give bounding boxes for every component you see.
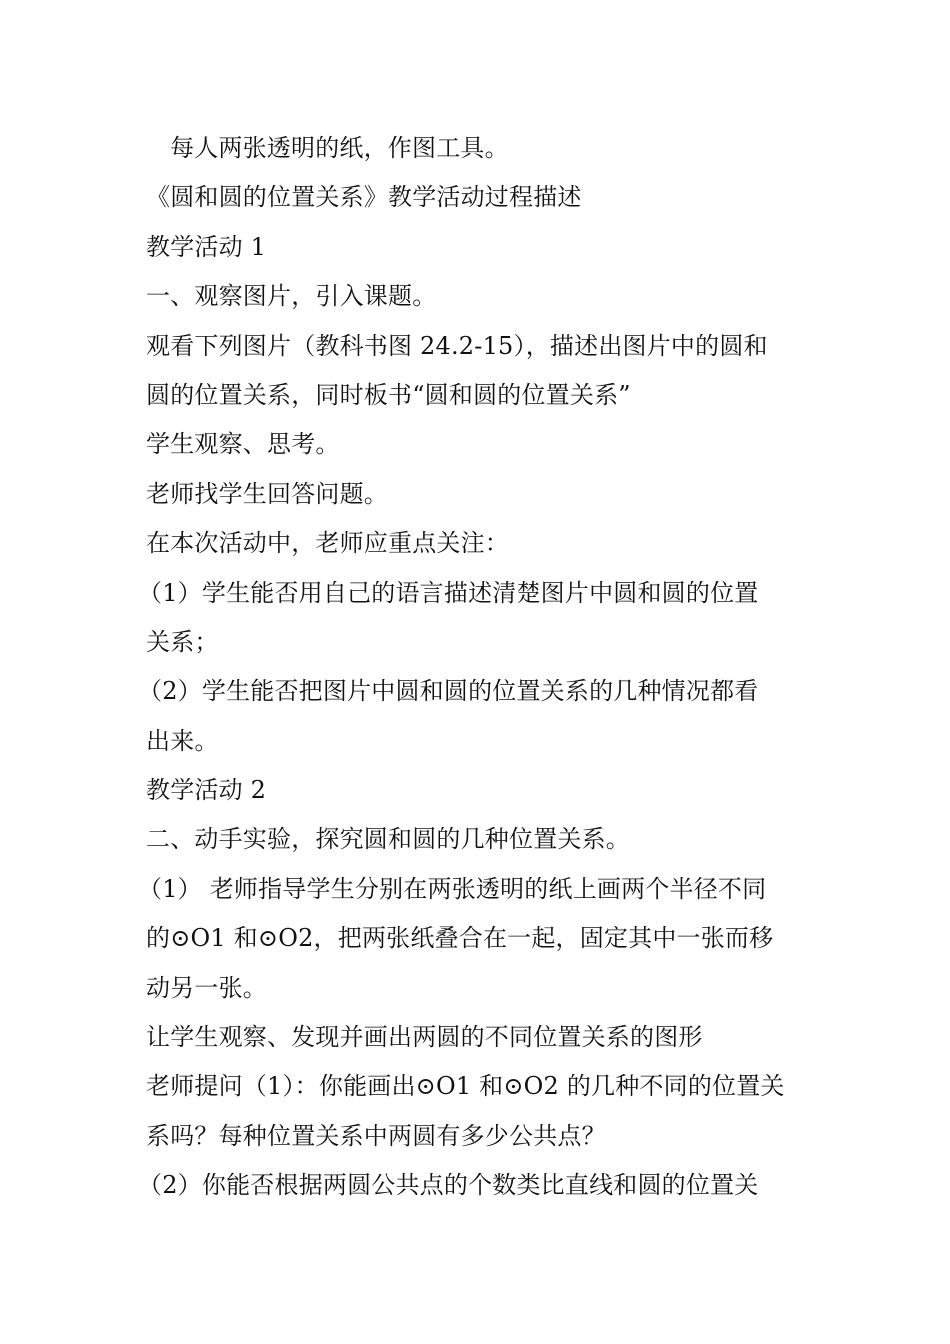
paragraph-line: 学生观察、思考。 — [146, 430, 340, 459]
step-heading-1: 一、观察图片，引入课题。 — [146, 282, 437, 311]
document-body — [138, 124, 826, 1211]
list-item-3-continued: 动另一张。 — [146, 973, 267, 1002]
list-item-3-continued: 的⊙O1 和⊙O2，把两张纸叠合在一起，固定其中一张而移 — [146, 924, 774, 953]
list-item-2-continued: 出来。 — [146, 726, 219, 755]
step-heading-2: 二、动手实验，探究圆和圆的几种位置关系。 — [146, 825, 630, 854]
question-line-continued: 系吗？每种位置关系中两圆有多少公共点？ — [146, 1121, 606, 1150]
list-item-3: （1） 老师指导学生分别在两张透明的纸上画两个半径不同 — [138, 874, 767, 903]
list-item-1-continued: 关系； — [146, 627, 219, 656]
list-item-2: （2）学生能否把图片中圆和圆的位置关系的几种情况都看 — [138, 677, 759, 706]
activity-heading-2: 教学活动 2 — [146, 776, 267, 805]
paragraph-line: 圆的位置关系，同时板书“圆和圆的位置关系” — [146, 380, 631, 409]
paragraph-line: 观看下列图片（教科书图 24.2-15），描述出图片中的圆和 — [146, 331, 768, 360]
activity-heading-1: 教学活动 1 — [146, 232, 267, 261]
paragraph-line: 老师找学生回答问题。 — [146, 479, 388, 508]
materials-line: 每人两张透明的纸，作图工具。 — [170, 134, 509, 162]
paragraph-line: 在本次活动中，老师应重点关注： — [146, 529, 509, 558]
list-item-4: （2）你能否根据两圆公共点的个数类比直线和圆的位置关 — [138, 1171, 759, 1200]
section-title: 《圆和圆的位置关系》教学活动过程描述 — [146, 183, 582, 212]
paragraph-line: 让学生观察、发现并画出两圆的不同位置关系的图形 — [146, 1023, 703, 1052]
question-line: 老师提问（1）：你能画出⊙O1 和⊙O2 的几种不同的位置关 — [146, 1072, 785, 1101]
list-item-1: （1）学生能否用自己的语言描述清楚图片中圆和圆的位置 — [138, 578, 759, 607]
